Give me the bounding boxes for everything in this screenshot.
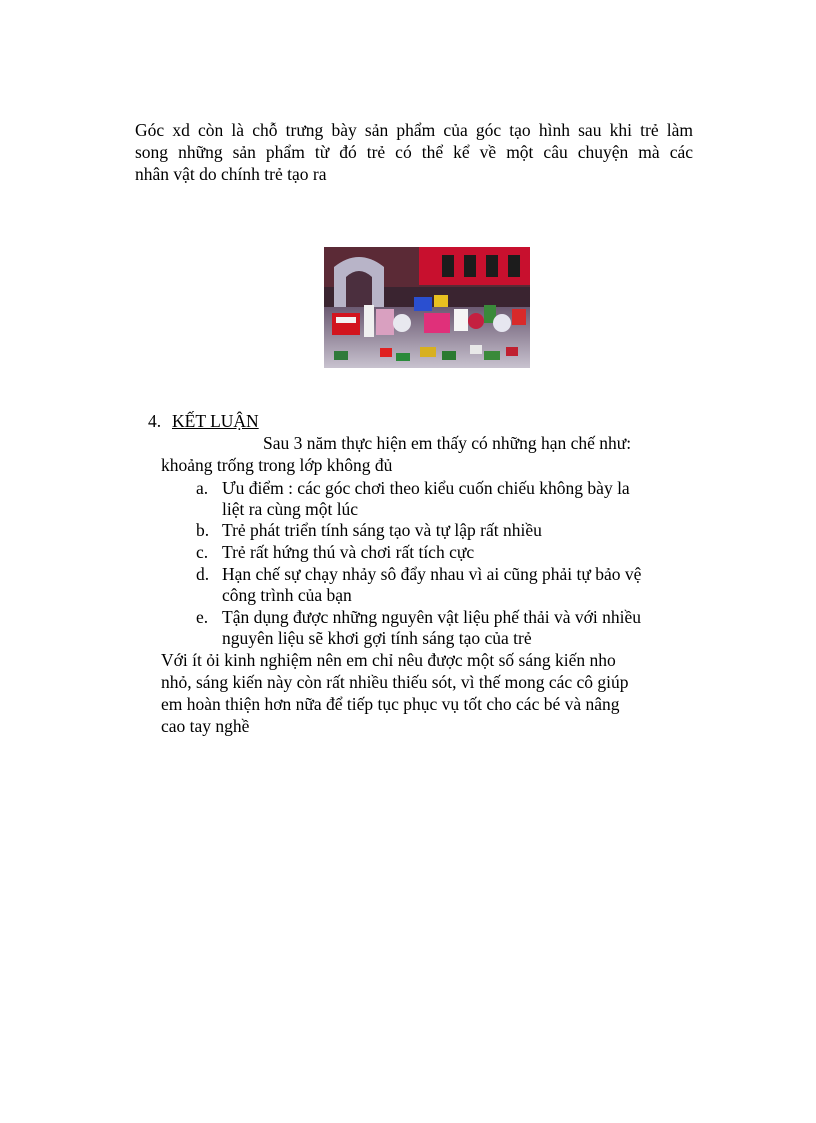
intro-line: song những sản phẩm từ đó trẻ có thể kể về một câu chuyện mà các xyxy=(135,142,693,162)
list-item: Hạn chế sự chạy nhảy sô đẩy nhau vì ai cũng phải tự bảo vệ xyxy=(222,564,642,584)
photo-illustration xyxy=(324,247,530,368)
list-item-continuation: liệt ra cùng một lúc xyxy=(222,499,359,519)
list-item: Ưu điểm : các góc chơi theo kiểu cuốn chiếu không bày la xyxy=(222,478,630,498)
closing-line: Với ít ỏi kinh nghiệm nên em chỉ nêu được một số sáng kiến nho xyxy=(161,650,616,670)
list-item-label: b. xyxy=(196,520,210,540)
list-item-label: a. xyxy=(196,478,209,498)
closing-line: cao tay nghề xyxy=(161,716,250,736)
intro-paragraph xyxy=(135,119,693,185)
list-item-label: c. xyxy=(196,542,209,562)
section-heading xyxy=(148,411,259,432)
intro-line: Góc xd còn là chỗ trưng bày sản phẩm của góc tạo hình sau khi trẻ làm xyxy=(135,120,693,140)
construction-corner-photo xyxy=(324,247,530,368)
list-item: Tận dụng được những nguyên vật liệu phế thải và với nhiều xyxy=(222,607,641,627)
closing-line: nhỏ, sáng kiến này còn rất nhiều thiếu sót, vì thế mong các cô giúp xyxy=(161,672,629,692)
section-number: 4. xyxy=(148,411,162,431)
list-item-continuation: công trình của bạn xyxy=(222,585,352,605)
list-item: Trẻ phát triển tính sáng tạo và tự lập rất nhiều xyxy=(222,520,542,540)
list-item-label: e. xyxy=(196,607,209,627)
section-lead-line: khoảng trống trong lớp không đủ xyxy=(161,455,393,475)
closing-line: em hoàn thiện hơn nữa để tiếp tục phục vụ tốt cho các bé và nâng xyxy=(161,694,620,714)
intro-line: nhân vật do chính trẻ tạo ra xyxy=(135,164,327,184)
section-title: KẾT LUẬN xyxy=(172,411,259,431)
list-item: Trẻ rất hứng thú và chơi rất tích cực xyxy=(222,542,475,562)
list-item-continuation: nguyên liệu sẽ khơi gợi tính sáng tạo của trẻ xyxy=(222,628,532,648)
list-item-label: d. xyxy=(196,564,210,584)
section-lead-line: Sau 3 năm thực hiện em thấy có những hạn chế như: xyxy=(263,433,632,453)
